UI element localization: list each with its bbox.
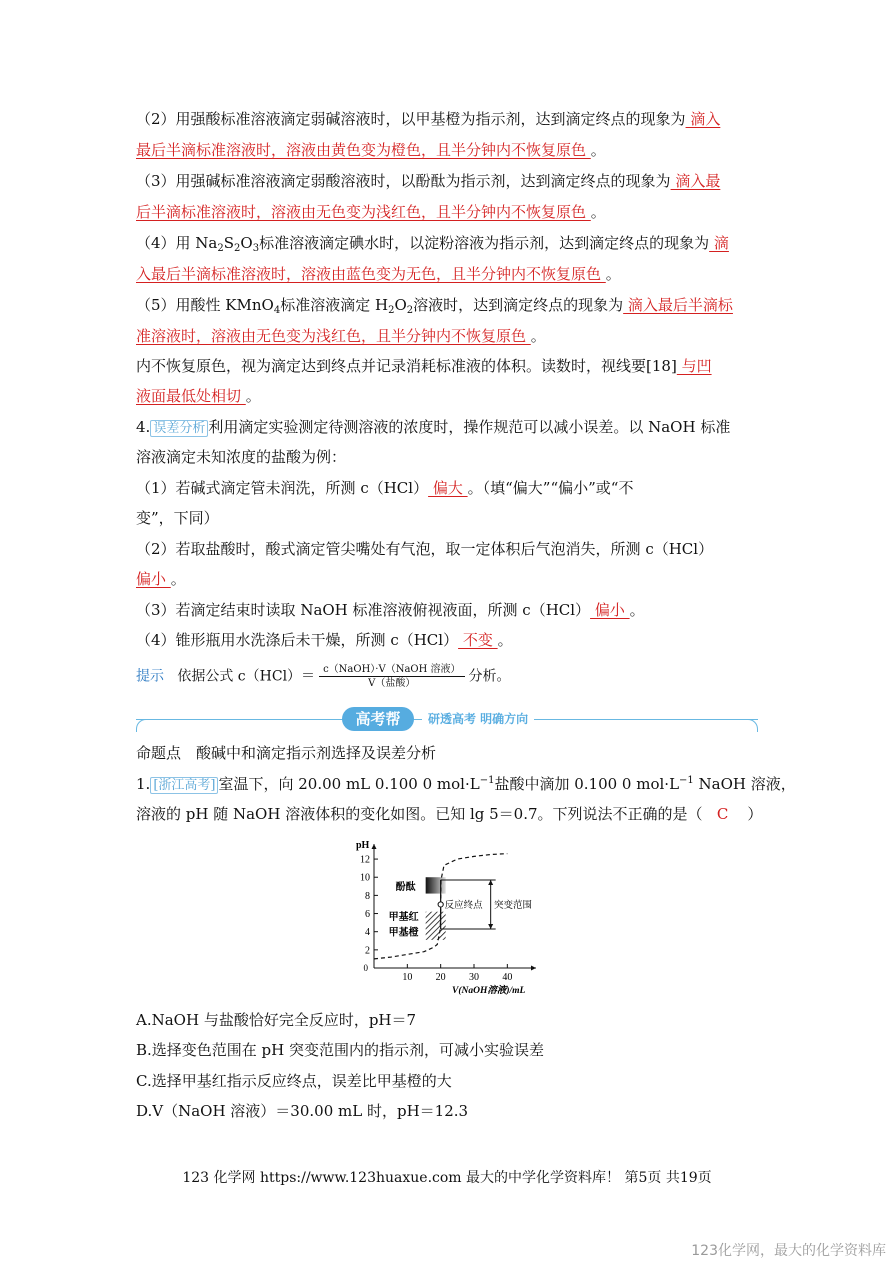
item-3-line-1 [136, 171, 758, 191]
question-text-a: 室温下，向 20.00 mL 0.100 0 mol·L [218, 775, 480, 793]
option-c [136, 1071, 758, 1091]
reading-text: 内不恢复原色，视为滴定达到终点并记录消耗标准液的体积。读数时，视线要[18] [136, 357, 677, 375]
item-4-s: S [223, 234, 235, 252]
y-tick-label: 6 [365, 909, 370, 921]
page-footer [0, 1168, 894, 1188]
item-4-text-b: 标准溶液滴定碘水时，以淀粉溶液为指示剂，达到滴定终点的现象为 [259, 234, 710, 252]
item-2-answer-b: 最后半滴标准溶液时，溶液由黄色变为橙色，且半分钟内不恢复原色 [136, 141, 591, 159]
section-4-intro-1 [136, 417, 758, 439]
sub-2-period: 。 [170, 570, 186, 588]
item-4-line-2 [136, 264, 758, 284]
source-tag: [浙江高考] [150, 777, 218, 794]
reading-period: 。 [245, 387, 261, 405]
y-axis-label: pH [356, 840, 370, 851]
sub-4-text: （4）锥形瓶用水洗涤后未干燥，所测 c（HCl） [136, 631, 459, 649]
hint-label: 提示 [136, 668, 164, 685]
item-5-text-a: （5）用酸性 KMnO [136, 296, 274, 314]
topic-line [136, 743, 758, 763]
item-2-answer-a: 滴入 [685, 110, 721, 128]
sub-1-line-1 [136, 478, 758, 498]
option-a-text: A.NaOH 与盐酸恰好完全反应时，pH＝7 [136, 1011, 417, 1029]
item-5-line-2 [136, 326, 758, 346]
item-5-o: O [394, 296, 407, 314]
question-number: 1. [136, 775, 151, 793]
sub-1-note-2: 变”，下同） [136, 509, 219, 527]
jump-range-label: 突变范围 [494, 901, 533, 912]
option-d-text: D.V（NaOH 溶液）＝30.00 mL 时，pH＝12.3 [136, 1102, 469, 1120]
option-b [136, 1040, 758, 1060]
titration-curve-chart [352, 838, 542, 998]
reading-line-2 [136, 386, 758, 406]
question-text-b: 盐酸中滴加 0.100 0 mol·L [494, 775, 680, 793]
banner-subtitle: 研透高考 明确方向 [422, 709, 534, 729]
endpoint-label: 反应终点 [444, 901, 483, 912]
sub-2-answer-b: 偏小 [136, 570, 171, 588]
item-5-text-c: 溶液时，达到滴定终点的现象为 [413, 296, 624, 314]
sub-2-line-1 [136, 539, 758, 559]
phenolphthalein-label: 酚酞 [395, 881, 416, 893]
gaokao-banner [136, 705, 758, 733]
section-4-intro-text-2: 溶液滴定未知浓度的盐酸为例： [136, 448, 347, 466]
banner-badge: 高考帮 [342, 707, 414, 731]
sub-3-answer: 偏小 [590, 601, 630, 619]
item-5-text-b: 标准溶液滴定 H [280, 296, 389, 314]
sub-4-line [136, 630, 758, 650]
banner-right-cap [739, 719, 758, 732]
sub-2-line-2 [136, 569, 758, 589]
y-tick-label: 10 [360, 872, 370, 884]
item-5-line-1: （5）用酸性 KMnO$_4$标准溶液滴定 $H_2O_2$溶液时，达到滴定终点的现象为 滴入最后半滴标 [136, 296, 733, 316]
section-4-number: 4. [136, 418, 151, 436]
sub-3-period: 。 [629, 601, 645, 619]
question-line-1 [136, 774, 796, 796]
question-answer: C [716, 805, 729, 823]
jump-arrow-up [488, 880, 493, 885]
question-line-2 [136, 804, 763, 824]
banner-left-cap [136, 719, 155, 732]
sub-3-text: （3）若滴定结束时读取 NaOH 标准溶液俯视液面，所测 c（HCl） [136, 601, 591, 619]
item-4-period: 。 [605, 265, 621, 283]
item-4-answer-a: 滴 [709, 234, 729, 252]
footer-text: 123 化学网 https://www.123huaxue.com 最大的中学化学资料库！ 第5页 共19页 [182, 1170, 712, 1186]
sub-4-answer: 不变 [458, 631, 498, 649]
item-4-line-1: （4）用 $Na_2S_2O_3$标准溶液滴定碘水时，以淀粉溶液为指示剂，达到滴定终点的现象为 滴 [136, 234, 729, 254]
origin-label: 0 [363, 963, 368, 973]
question-text-c: NaOH 溶液， [693, 775, 796, 793]
hint-formula-fraction [319, 663, 464, 690]
y-tick-label: 12 [360, 854, 370, 866]
sub-1-text: （1）若碱式滴定管未润洗，所测 c（HCl） [136, 479, 429, 497]
watermark: 123化学网，最大的化学资料库 [691, 1243, 886, 1259]
item-2-text: （2）用强酸标准溶液滴定弱碱溶液时，以甲基橙为指示剂，达到滴定终点的现象为 [136, 110, 686, 128]
question-close-paren: ） [747, 805, 763, 823]
x-tick-label: 30 [469, 972, 479, 983]
item-5-period: 。 [530, 327, 546, 345]
y-tick-label: 2 [365, 945, 370, 957]
hint-text: 依据公式 c（HCl）＝ [177, 668, 316, 685]
item-3-answer-a: 滴入最 [670, 172, 721, 190]
question-text-2: 溶液的 pH 随 NaOH 溶液体积的变化如图。已知 lg 5＝0.7。下列说法不正确的是（ [136, 805, 703, 823]
sub-2-text: （2）若取盐酸时，酸式滴定管尖嘴处有气泡，取一定体积后气泡消失，所测 c（HCl） [136, 540, 714, 558]
sub-3-line [136, 600, 758, 620]
item-4-text-a: （4）用 Na [136, 234, 218, 252]
x-tick-label: 40 [502, 972, 513, 983]
unit-exponent-1: −1 [479, 775, 495, 786]
option-d [136, 1101, 758, 1121]
methyl-orange-label: 甲基橙 [388, 927, 419, 939]
item-3-answer-b: 后半滴标准溶液时，溶液由无色变为浅红色，且半分钟内不恢复原色 [136, 203, 591, 221]
endpoint-marker [438, 902, 443, 907]
item-3-line-2 [136, 202, 758, 222]
y-tick-label: 4 [365, 927, 370, 939]
item-4-answer-b: 入最后半滴标准溶液时，溶液由蓝色变为无色，且半分钟内不恢复原色 [136, 265, 606, 283]
reading-line-1 [136, 356, 758, 376]
reading-answer-b: 液面最低处相切 [136, 387, 246, 405]
item-2-period: 。 [590, 141, 606, 159]
item-3-text: （3）用强碱标准溶液滴定弱酸溶液时，以酚酞为指示剂，达到滴定终点的现象为 [136, 172, 671, 190]
unit-exponent-2: −1 [679, 775, 694, 786]
error-analysis-tag: 误差分析 [150, 420, 208, 437]
x-tick-label: 10 [402, 972, 413, 983]
jump-arrow-down [488, 924, 493, 929]
section-4-intro-text: 利用滴定实验测定待测溶液的浓度时，操作规范可以减小误差。以 NaOH 标准 [208, 418, 731, 436]
item-4-o: O [240, 234, 253, 252]
hint-formula-numerator: c（NaOH）·V（NaOH 溶液） [319, 663, 464, 677]
option-c-text: C.选择甲基红指示反应终点，误差比甲基橙的大 [136, 1072, 452, 1090]
sub-1-answer: 偏大 [428, 479, 468, 497]
item-3-period: 。 [590, 203, 606, 221]
item-2-line-2 [136, 140, 758, 160]
methyl-red-label: 甲基红 [388, 911, 419, 923]
hint-post: 分析。 [468, 668, 511, 685]
y-axis-arrow [372, 844, 377, 849]
section-4-intro-2 [136, 447, 758, 467]
option-a [136, 1010, 758, 1030]
hint-formula-denominator: V（盐酸） [368, 678, 416, 689]
x-axis-label: V(NaOH溶液)/mL [452, 986, 526, 996]
y-tick-label: 8 [365, 890, 370, 902]
x-tick-label: 20 [435, 972, 446, 983]
sub-4-period: 。 [497, 631, 513, 649]
methyl-indicator-band [426, 912, 446, 940]
item-2-line-1 [136, 109, 758, 129]
sub-1-line-2 [136, 508, 758, 528]
reading-answer-a: 与凹 [676, 357, 712, 375]
option-b-text: B.选择变色范围在 pH 突变范围内的指示剂，可减小实验误差 [136, 1041, 545, 1059]
sub-1-note: 。（填“偏大”“偏小”或“不 [467, 479, 634, 497]
item-5-answer-a: 滴入最后半滴标 [623, 296, 733, 314]
hint-line [136, 663, 758, 690]
topic-text: 命题点 酸碱中和滴定指示剂选择及误差分析 [136, 744, 437, 762]
item-5-answer-b: 准溶液时，溶液由无色变为浅红色，且半分钟内不恢复原色 [136, 327, 531, 345]
x-axis-arrow [531, 966, 536, 971]
